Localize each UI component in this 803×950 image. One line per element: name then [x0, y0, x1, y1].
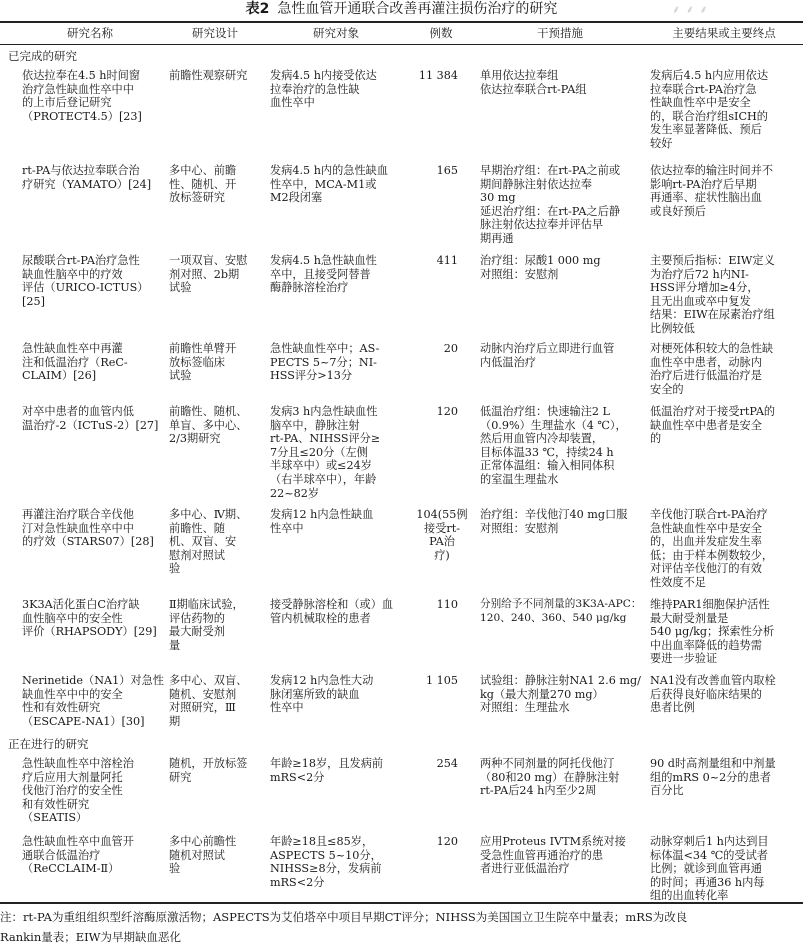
subjects-cell: 发病4.5 h急性缺血性 卒中，且接受阿替普 酶静脉溶栓治疗 [270, 254, 377, 295]
sample-size-cell: 104(55例 接受rt- PA治 疗) [416, 508, 468, 562]
table-footnote: 注：rt-PA为重组组织型纤溶酶原激活物；ASPECTS为艾伯塔卒中项目早期CT评分；NIHSS为美国国立卫生院卒中量表；mRS为改良 Rankin量表；EIW为早期缺血恶化 [0, 910, 688, 944]
study-name-cell: Nerinetide（NA1）对急性 缺血性卒中中的安全 性和有效性研究 （ESCAPE-NA1）[30] [22, 674, 164, 728]
design-cell: 多中心前瞻性 随机对照试 验 [169, 835, 237, 876]
design-cell: 多中心、Ⅳ期、 前瞻性、随 机、双盲、安 慰剂对照试 验 [169, 508, 248, 576]
outcome-cell: 发病后4.5 h内应用依达 拉奉联合rt-PA治疗急 性缺血性卒中是安全 的，联合治疗组sICH的 发生率显著降低、预后 较好 [650, 69, 769, 150]
design-cell: 前瞻性、随机、 单盲、多中心、 2/3期研究 [169, 405, 248, 446]
outcome-cell: 主要预后指标：EIW定义 为治疗后72 h内NI- HSS评分增加≥4分， 且无出血或卒中复发 结果：EIW在尿素治疗组 比例较低 [650, 254, 775, 335]
outcome-cell: 维持PAR1细胞保护活性 最大耐受剂量是 540 μg/kg；探索性分析 中出血率降低的趋势需 要进一步验证 [650, 598, 775, 666]
intervention-cell: 早期治疗组：在rt-PA之前或 期间静脉注射依达拉奉 30 mg 延迟治疗组：在rt-PA之后静 脉注射依达拉奉并评估早 期再通 [480, 164, 621, 245]
sample-size-cell: 11 384 [418, 69, 458, 82]
intervention-cell: 动脉内治疗后立即进行血管 内低温治疗 [480, 342, 615, 369]
section-label-ongoing: 正在进行的研究 [8, 737, 89, 751]
table-label: 表2 [245, 1, 270, 17]
outcome-cell: NA1没有改善血管内取栓 后获得良好临床结果的 患者比例 [650, 674, 776, 715]
intervention-cell: 低温治疗组：快速输注2 L （0.9%）生理盐水（4 ℃）， 然后用血管内冷却装置， 目标体温33 ℃，持续24 h 正常体温组：输入相同体积 的室温生理盐水 [480, 405, 627, 486]
sample-size-cell: 120 [436, 405, 458, 418]
subjects-cell: 发病12 h内急性缺血 性卒中 [270, 508, 374, 535]
subjects-cell: 年龄≥18且≤85岁， ASPECTS 5~10分， NIHSS≥8分，发病前 mRS<2分 [270, 835, 382, 889]
header-study-name: 研究名称 [67, 26, 113, 40]
sample-size-cell: 165 [436, 164, 458, 177]
outcome-cell: 动脉穿刺后1 h内达到目 标体温<34 ℃的受试者 比例；就诊到血管再通 的时间；再通36 h内每 组的出血转化率 [650, 835, 769, 903]
sample-size-cell: 110 [436, 598, 458, 611]
subjects-cell: 发病4.5 h内接受依达 拉奉治疗的急性缺 血性卒中 [270, 69, 377, 110]
design-cell: Ⅱ期临床试验， 评估药物的 最大耐受剂 量 [169, 598, 244, 652]
design-cell: 随机，开放标签 研究 [169, 757, 248, 784]
header-outcome: 主要结果或主要终点 [672, 26, 776, 40]
design-cell: 多中心、前瞻 性、随机、开 放标签研究 [169, 164, 237, 205]
sample-size-cell: 411 [436, 254, 458, 267]
intervention-cell: 治疗组：尿酸1 000 mg 对照组：安慰剂 [480, 254, 601, 281]
study-name-cell: 尿酸联合rt-PA治疗急性 缺血性脑卒中的疗效 评估（URICO-ICTUS）[25] [22, 254, 149, 308]
intervention-cell: 单用依达拉奉组 依达拉奉联合rt-PA组 [480, 69, 587, 96]
section-label-completed: 已完成的研究 [8, 49, 77, 63]
study-name-cell: rt-PA与依达拉奉联合治 疗研究（YAMATO）[24] [22, 164, 152, 191]
header-intervention: 干预措施 [537, 26, 583, 40]
sample-size-cell: 120 [436, 835, 458, 848]
study-name-cell: 对卒中患者的血管内低 温治疗-2（ICTuS-2）[27] [22, 405, 159, 432]
design-cell: 一项双盲、安慰 剂对照、2b期 试验 [169, 254, 248, 295]
outcome-cell: 依达拉奉的输注时间并不 影响rt-PA治疗后早期 再通率、症状性脑出血 或良好预后 [650, 164, 774, 218]
watermark: ⸙ ⸙ ⸙ [672, 3, 709, 16]
outcome-cell: 对梗死体积较大的急性缺 血性卒中患者，动脉内 治疗后进行低温治疗是 安全的 [650, 342, 774, 396]
sample-size-cell: 1 105 [425, 674, 458, 687]
study-name-cell: 3K3A活化蛋白C治疗缺 血性脑卒中的安全性 评价（RHAPSODY）[29] [22, 598, 157, 639]
study-name-cell: 依达拉奉在4.5 h时间窗 治疗急性缺血性卒中中 的上市后登记研究 （PROTECT4.5）[23] [22, 69, 142, 123]
header-subjects: 研究对象 [313, 26, 359, 40]
design-cell: 前瞻性观察研究 [169, 69, 248, 82]
study-name-cell: 急性缺血性卒中溶栓治 疗后应用大剂量阿托 伐他汀治疗的安全性 和有效性研究 （SEATIS） [22, 757, 134, 825]
design-cell: 多中心、双盲、 随机、安慰剂 对照研究，Ⅲ 期 [169, 674, 248, 728]
bottom-rule [0, 902, 803, 904]
sample-size-cell: 254 [436, 757, 458, 770]
header-design: 研究设计 [192, 26, 238, 40]
header-rule [0, 44, 803, 45]
subjects-cell: 年龄≥18岁，且发病前 mRS<2分 [270, 757, 384, 784]
table-title-text: 急性血管开通联合改善再灌注损伤治疗的研究 [277, 1, 558, 17]
sample-size-cell: 20 [443, 342, 458, 355]
study-name-cell: 急性缺血性卒中血管开 通联合低温治疗 （ReCCLAIM-Ⅱ） [22, 835, 134, 876]
outcome-cell: 辛伐他汀联合rt-PA治疗 急性缺血性卒中是安全 的，出血并发症发生率 低；由于样本例数较少， 对评估辛伐他汀的有效 性效度不足 [650, 508, 774, 589]
subjects-cell: 发病4.5 h内的急性缺血 性卒中，MCA-M1或 M2段闭塞 [270, 164, 389, 205]
study-name-cell: 再灌注治疗联合辛伐他 汀对急性缺血性卒中中 的疗效（STARS07）[28] [22, 508, 154, 549]
subjects-cell: 接受静脉溶栓和（或）血 管内机械取栓的患者 [270, 598, 394, 625]
outcome-cell: 低温治疗对于接受rtPA的 缺血性卒中患者是安全 的 [650, 405, 776, 446]
intervention-cell: 分别给予不同剂量的3K3A-APC： 120、240、360、540 μg/kg [480, 598, 642, 624]
subjects-cell: 发病12 h内急性大动 脉闭塞所致的缺血 性卒中 [270, 674, 374, 715]
intervention-cell: 治疗组：辛伐他汀40 mg口服 对照组：安慰剂 [480, 508, 628, 535]
intervention-cell: 两种不同剂量的阿托伐他汀 （80和20 mg）在静脉注射 rt-PA后24 h内至少2周 [480, 757, 620, 798]
design-cell: 前瞻性单臂开 放标签临床 试验 [169, 342, 237, 383]
subjects-cell: 发病3 h内急性缺血性 脑卒中，静脉注射 rt-PA、NIHSS评分≥ 7分且≤20分（左侧 半球卒中）或≤24岁 （右半球卒中），年龄 22~82岁 [270, 405, 381, 500]
study-name-cell: 急性缺血性卒中再灌 注和低温治疗（ReC- CLAIM）[26] [22, 342, 128, 383]
intervention-cell: 试验组：静脉注射NA1 2.6 mg/ kg（最大剂量270 mg） 对照组：生理盐水 [480, 674, 641, 715]
outcome-cell: 90 d时高剂量组和中剂量 组的mRS 0~2分的患者 百分比 [650, 757, 776, 798]
subjects-cell: 急性缺血性卒中；AS- PECTS 5~7分；NI- HSS评分>13分 [270, 342, 380, 383]
top-rule [0, 21, 803, 23]
header-sample-size: 例数 [429, 26, 453, 40]
intervention-cell: 应用Proteus IVTM系统对接 受急性血管再通治疗的患 者进行亚低温治疗 [480, 835, 626, 876]
